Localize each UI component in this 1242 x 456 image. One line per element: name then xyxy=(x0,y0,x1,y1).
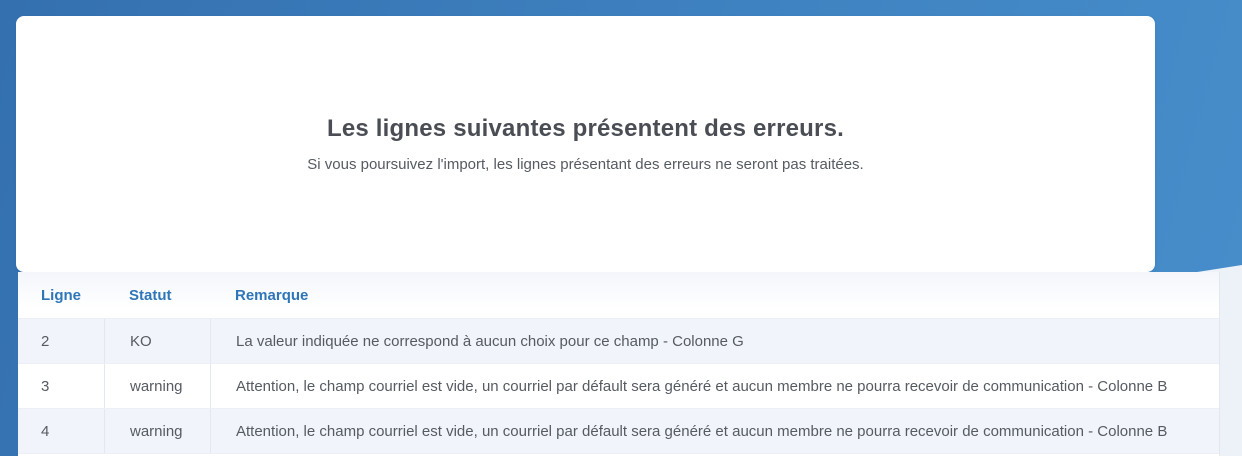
table-row xyxy=(18,319,1219,364)
column-header-ligne: Ligne xyxy=(41,286,81,304)
error-summary-card xyxy=(16,16,1155,272)
cell-ligne: 2 xyxy=(41,332,50,350)
cell-statut: KO xyxy=(104,319,210,363)
column-header-remarque: Remarque xyxy=(235,286,309,304)
cell-remarque: Attention, le champ courriel est vide, un courriel par défault sera généré et aucun membre ne pourra recevoir de communication - Colonne B xyxy=(210,409,1219,453)
page-title: Les lignes suivantes présentent des erreurs. xyxy=(326,114,844,142)
cell-statut: warning xyxy=(104,364,210,408)
table-row xyxy=(18,409,1219,454)
cell-remarque: Attention, le champ courriel est vide, un courriel par défault sera généré et aucun membre ne pourra recevoir de communication - Colonne B xyxy=(210,364,1219,408)
cell-remarque: La valeur indiquée ne correspond à aucun choix pour ce champ - Colonne G xyxy=(210,319,1219,363)
table-row xyxy=(18,364,1219,409)
cell-statut: warning xyxy=(104,409,210,453)
errors-table xyxy=(18,272,1220,456)
cell-ligne: 4 xyxy=(41,422,50,440)
cell-ligne: 3 xyxy=(41,377,50,395)
column-header-statut: Statut xyxy=(129,286,172,304)
page-subtitle: Si vous poursuivez l'import, les lignes présentant des erreurs ne seront pas traitées. xyxy=(307,155,864,173)
table-header-row xyxy=(18,272,1219,319)
